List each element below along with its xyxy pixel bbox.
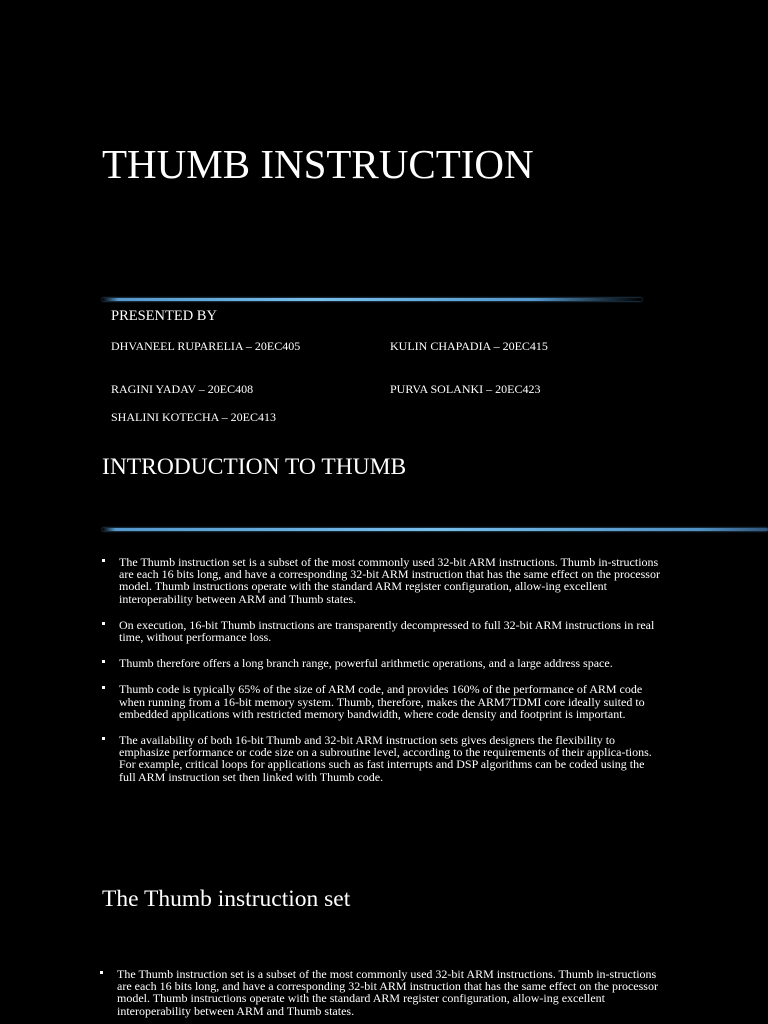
section-divider [102,528,768,531]
bullet-item [102,556,664,605]
bullet-square-icon [100,971,103,974]
bullet-item [102,619,664,643]
bullet-item [102,657,664,669]
bullet-square-icon [102,559,105,562]
bullet-text: On execution, 16-bit Thumb instructions are transparently decompressed to full 32-bit ARM instructions in real time, without performance loss. [119,617,655,645]
instruction-set-bullet-list [100,968,664,1024]
bullet-text: The availability of both 16-bit Thumb and 32-bit ARM instruction sets gives designers the flexibility to emphasize performance or code size on a subroutine level, according to the requirements of their applica-tions. For example, critical loops for applications such as fast interrupts and DSP algorithms can be coded using the full ARM instruction set then linked with Thumb code. [119,733,652,784]
bullet-square-icon [102,686,105,689]
bullet-square-icon [102,622,105,625]
bullet-text: The Thumb instruction set is a subset of the most commonly used 32-bit ARM instructions. Thumb in-structions are each 16 bits long, and have a corresponding 32-bit ARM instruction that has the same effect on the processor model. Thumb instructions operate with the standard ARM register configuration, allow-ing excellent interoperability between ARM and Thumb states. [119,555,660,606]
presenter-name: PURVA SOLANKI – 20EC423 [390,382,541,396]
presented-by-label: PRESENTED BY [111,308,217,324]
instruction-set-heading: The Thumb instruction set [102,886,351,912]
presentation-title: THUMB INSTRUCTION [102,141,534,187]
bullet-text: Thumb therefore offers a long branch range, powerful arithmetic operations, and a large address space. [119,656,613,671]
bullet-square-icon [102,660,105,663]
presenter-name: KULIN CHAPADIA – 20EC415 [390,339,548,353]
presenter-name: RAGINI YADAV – 20EC408 [111,382,254,396]
bullet-item [102,734,664,783]
introduction-bullet-list [102,556,664,797]
presenter-name: SHALINI KOTECHA – 20EC413 [111,410,276,424]
bullet-square-icon [102,737,105,740]
introduction-heading: INTRODUCTION TO THUMB [102,454,407,480]
bullet-text: The Thumb instruction set is a subset of the most commonly used 32-bit ARM instructions. Thumb in-structions are each 16 bits long, and have a corresponding 32-bit ARM instruction that has the same effect on the processor model. Thumb instructions operate with the standard ARM register configuration, allow-ing excellent interoperability between ARM and Thumb states. [117,967,658,1018]
title-divider [102,298,642,301]
bullet-text: Thumb code is typically 65% of the size of ARM code, and provides 160% of the performance of ARM code when running from a 16-bit memory system. Thumb, therefore, makes the ARM7TDMI core ideally suited to embedded applications with restricted memory bandwidth, where code density and footprint is important. [119,682,645,721]
bullet-item [100,968,664,1017]
presenter-name: DHVANEEL RUPARELIA – 20EC405 [111,339,301,353]
bullet-item [102,683,664,720]
